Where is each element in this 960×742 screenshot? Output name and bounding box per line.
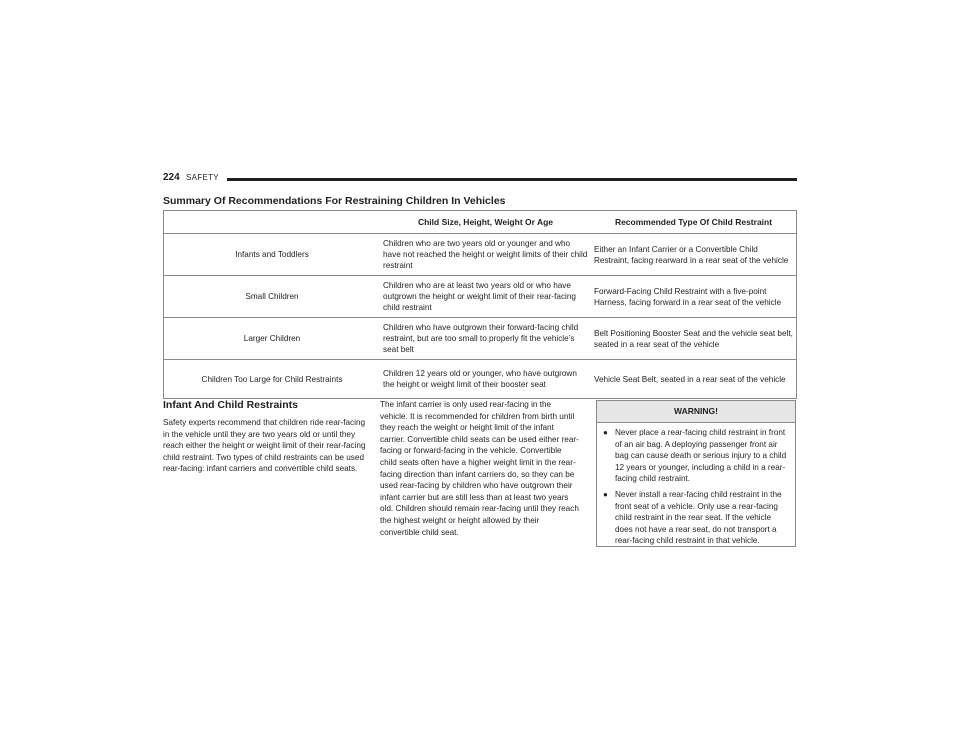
table-header-cell: [164, 211, 381, 234]
child-size-cell: Children who are two years old or younger and who have not reached the height or weight limits of their child restraint: [380, 234, 591, 276]
warning-list: [597, 423, 795, 547]
recommendations-table: [163, 210, 797, 399]
table-row: [164, 360, 797, 399]
section-heading: Infant And Child Restraints: [163, 399, 298, 411]
warning-title: WARNING!: [597, 401, 795, 423]
warning-item: [603, 489, 789, 547]
child-group-cell: Larger Children: [164, 318, 381, 360]
bullet-icon: ●: [603, 428, 608, 437]
child-size-cell: Children who have outgrown their forward-facing child restraint, but are too small to properly fit the vehicle’s seat belt: [380, 318, 591, 360]
page-header: [163, 172, 797, 186]
restraint-type-cell: Vehicle Seat Belt, seated in a rear seat of the vehicle: [591, 360, 797, 399]
page-number: 224: [163, 172, 180, 183]
table-row: [164, 234, 797, 276]
warning-item-text: Never place a rear-facing child restraint in front of an air bag. A deploying passenger front air bag can cause death or serious injury to a child 12 years or younger, including a child in a rear-facing child restraint.: [615, 428, 787, 484]
body-paragraph: Safety experts recommend that children ride rear-facing in the vehicle until they are two years old or until they reach either the height or weight limit of their rear-facing child restraint. Two types of child restraints can be used rear-facing: infant carriers and convertible child seats.: [163, 418, 366, 474]
body-paragraph: The infant carrier is only used rear-facing in the vehicle. It is recommended for children from birth until they reach the weight or height limit of the infant carrier. Convertible child seats can be used either rear-facing or forward-facing in the vehicle. Convertible child seats often have a higher weight limit in the rear-facing direction than infant carriers do, so they can be used rear-facing by children who have outgrown their infant carrier but are still less than at least two years old. Children should remain rear-facing until they reach the highest weight or height allowed by their convertible child seat.: [380, 400, 579, 537]
warning-box: [596, 400, 796, 547]
restraint-type-cell: Forward-Facing Child Restraint with a five-point Harness, facing forward in a rear seat of the vehicle: [591, 276, 797, 318]
table-header-cell: Child Size, Height, Weight Or Age: [380, 211, 591, 234]
child-group-cell: Infants and Toddlers: [164, 234, 381, 276]
restraint-type-cell: Either an Infant Carrier or a Convertible Child Restraint, facing rearward in a rear seat of the vehicle: [591, 234, 797, 276]
table-row: [164, 318, 797, 360]
warning-item-text: Never install a rear-facing child restraint in the front seat of a vehicle. Only use a rear-facing child restraint in the rear seat. If the vehicle does not have a rear seat, do not transport a rear-facing child restraint in that vehicle.: [615, 489, 782, 546]
warning-item: [603, 427, 789, 485]
header-rule: [227, 178, 797, 181]
table-title: Summary Of Recommendations For Restraining Children In Vehicles: [163, 195, 506, 207]
table-header-cell: Recommended Type Of Child Restraint: [591, 211, 797, 234]
bullet-icon: ●: [603, 489, 608, 499]
table-header-row: [164, 211, 797, 234]
child-size-cell: Children 12 years old or younger, who have outgrown the height or weight limit of their booster seat: [380, 360, 591, 399]
child-size-cell: Children who are at least two years old or who have outgrown the height or weight limit of their rear-facing child restraint: [380, 276, 591, 318]
table-row: [164, 276, 797, 318]
section-name: SAFETY: [186, 173, 219, 182]
restraint-type-cell: Belt Positioning Booster Seat and the vehicle seat belt, seated in a rear seat of the vehicle: [591, 318, 797, 360]
child-group-cell: Small Children: [164, 276, 381, 318]
child-group-cell: Children Too Large for Child Restraints: [164, 360, 381, 399]
